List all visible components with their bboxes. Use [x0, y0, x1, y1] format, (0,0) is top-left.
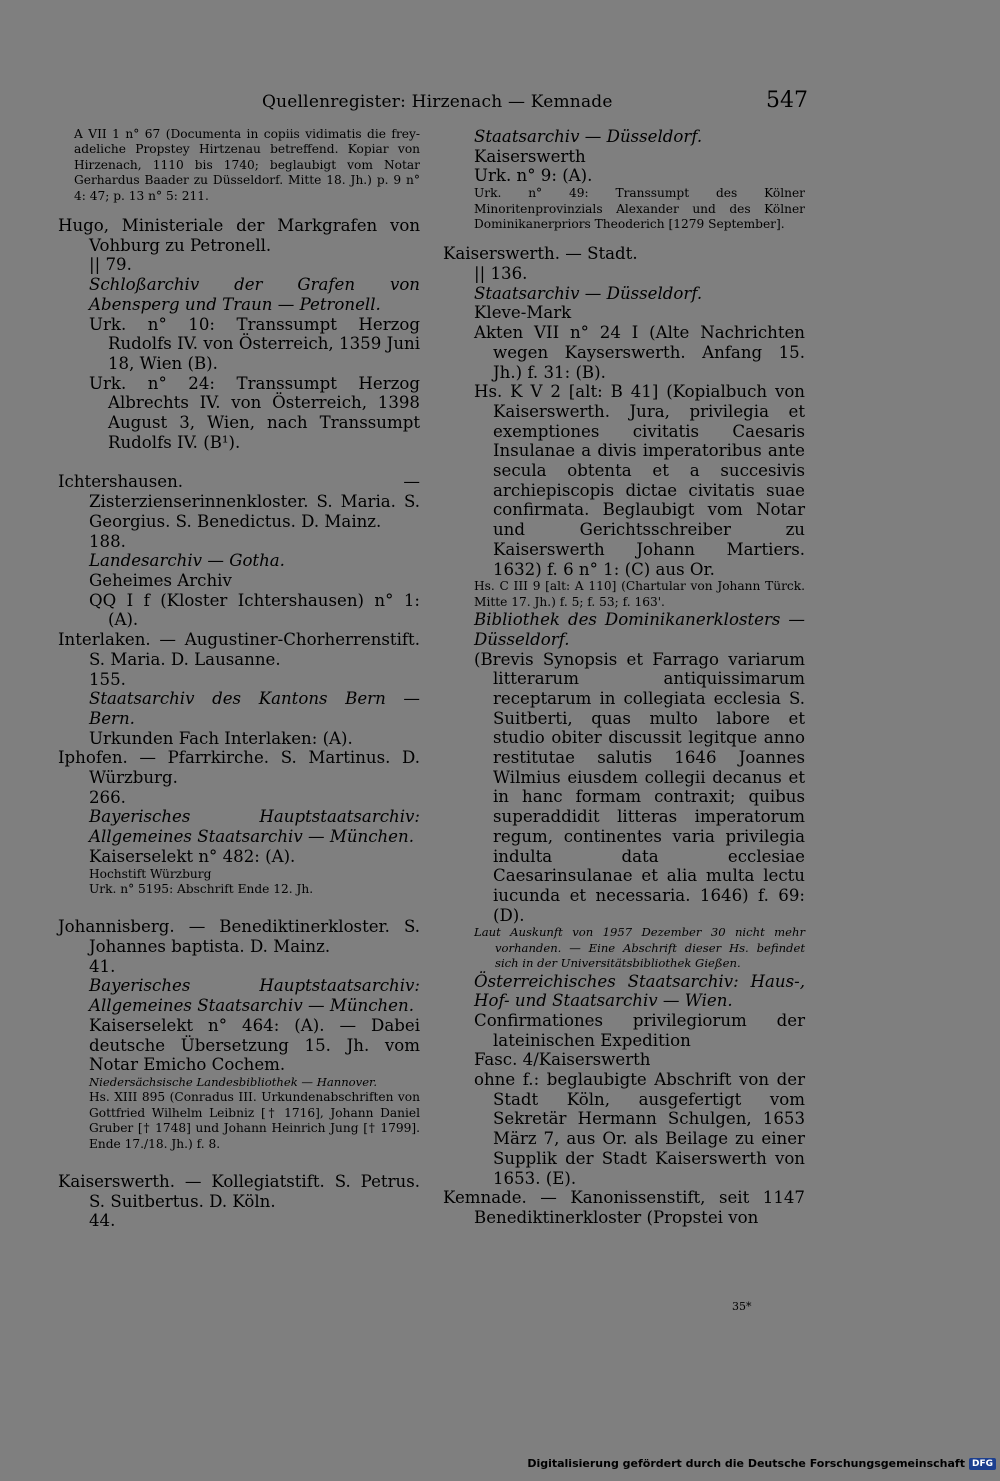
- entry-line: Bayerisches Hauptstaatsarchiv: Allgemeines Staatsarchiv — München.: [89, 807, 420, 847]
- entry-line: Schloßarchiv der Grafen von Abensperg und Traun — Petronell.: [89, 275, 420, 314]
- entry-line: Fasc. 4/Kaiserswerth: [474, 1050, 651, 1070]
- dfg-footer-text: Digitalisierung gefördert durch die Deutsche Forschungsgemeinschaft: [527, 1457, 965, 1470]
- entry-line: Bayerisches Hauptstaatsarchiv: Allgemeines Staatsarchiv — München.: [89, 976, 420, 1016]
- entry-line: Urk. n° 9: (A).: [474, 166, 593, 186]
- entry-line: QQ I f (Kloster Ichtershausen) n° 1: (A).: [89, 590, 420, 630]
- entry-heading: Hugo, Ministeriale der Markgrafen von Vohburg zu Petronell.: [58, 216, 420, 255]
- entry-line: Staatsarchiv — Düsseldorf.: [474, 283, 703, 303]
- entry-heading: Kaiserswerth. — Kollegiatstift. S. Petrus. S. Suitbertus. D. Köln.: [58, 1172, 420, 1211]
- spacer: [58, 204, 420, 216]
- entry-line: 155.: [89, 669, 126, 689]
- entry-line: Bibliothek des Dominikanerklosters — Düsseldorf.: [474, 610, 805, 649]
- dfg-footer: [527, 1457, 996, 1470]
- note-line: Hs. XIII 895 (Conradus III. Urkundenabschriften von Gottfried Wilhelm Leibniz [† 1716], Johann Daniel Gruber [† 1748] und Johann Heinrich Jung [† 1799]. Ende 17./18. Jh.) f. 8.: [89, 1090, 420, 1151]
- spacer: [58, 897, 420, 917]
- entry-line: Kaiserselekt n° 482: (A).: [89, 846, 296, 866]
- page-number: 547: [766, 88, 808, 113]
- note-line: Urk. n° 49: Transsumpt des Kölner Minoritenprovinzials Alexander und des Kölner Dominikanerpriors Theoderich [1279 September].: [474, 186, 805, 231]
- entry-line: 266.: [89, 787, 126, 807]
- entry-heading: Ichtershausen. — Zisterzienserinnenkloster. S. Maria. S. Georgius. S. Benedictus. D. Mainz.: [58, 472, 420, 531]
- entry-line: Geheimes Archiv: [89, 570, 232, 590]
- entry-line: Akten VII n° 24 I (Alte Nachrichten wegen Kayserswerth. Anfang 15. Jh.) f. 31: (B).: [474, 323, 805, 382]
- entry-line: 44.: [89, 1211, 116, 1231]
- note-line: Niedersächsische Landesbibliothek — Hannover.: [89, 1074, 378, 1089]
- entry-line: Staatsarchiv des Kantons Bern — Bern.: [89, 689, 420, 728]
- entry-heading: Iphofen. — Pfarrkirche. S. Martinus. D. Würzburg.: [58, 748, 420, 788]
- entry-line: 41.: [89, 956, 116, 976]
- entry-line: Staatsarchiv — Düsseldorf.: [474, 127, 703, 146]
- note-line: Urk. n° 5195: Abschrift Ende 12. Jh.: [89, 881, 314, 896]
- spacer: [58, 1152, 420, 1172]
- entry-line: Urk. n° 10: Transsumpt Herzog Rudolfs IV. von Österreich, 1359 Juni 18, Wien (B).: [89, 314, 420, 373]
- entry-line: 188.: [89, 531, 126, 551]
- running-title: Quellenregister: Hirzenach — Kemnade: [262, 92, 613, 112]
- entry-line: Confirmationes privilegiorum der lateinischen Expedition: [474, 1010, 805, 1050]
- left-column: [58, 127, 420, 1231]
- signature-mark: 35*: [732, 1300, 752, 1313]
- entry-line: Kaiserswerth: [474, 146, 586, 166]
- entry-line: Kaiserselekt n° 464: (A). — Dabei deutsche Übersetzung 15. Jh. vom Notar Emicho Cochem.: [89, 1015, 420, 1075]
- entry-heading: Johannisberg. — Benediktinerkloster. S. Johannes baptista. D. Mainz.: [58, 917, 420, 957]
- right-column: [443, 127, 805, 1228]
- spacer: [58, 452, 420, 472]
- entry-line: (Brevis Synopsis et Farrago variarum litterarum antiquissimarum receptarum in collegiata ecclesia S. Suitberti, quas multo labore et studio obiter discussit legitque anno restitutae salutis 1646 Joannes Wilmius eiusdem collegii decanus et in hanc formam contraxit; quibus superaddidit litteras imperatorum regum, continentes varia privilegia indulta data ecclesiae Caesarinsulanae et alia multa lectu iucunda et necessaria. 1646) f. 69: (D).: [474, 649, 805, 925]
- entry-line: Österreichisches Staatsarchiv: Haus-, Hof- und Staatsarchiv — Wien.: [474, 971, 805, 1011]
- note-line: Hs. C III 9 [alt: A 110] (Chartular von Johann Türck. Mitte 17. Jh.) f. 5; f. 53; f. 163'.: [474, 579, 805, 609]
- note-line: Hochstift Würzburg: [89, 866, 212, 881]
- entry-heading: Interlaken. — Augustiner-Chorherrenstift. S. Maria. D. Lausanne.: [58, 630, 420, 669]
- entry-line: Urk. n° 24: Transsumpt Herzog Albrechts IV. von Österreich, 1398 August 3, Wien, nach Transsumpt Rudolfs IV. (B¹).: [89, 373, 420, 452]
- entry-line: Hs. K V 2 [alt: B 41] (Kopialbuch von Kaiserswerth. Jura, privilegia et exemptiones civitatis Caesaris Insulanae a divis imperatoribus ante secula obtenta et a succesivis archiepiscopis dictae civitatis suae confirmata. Beglaubigt vom Notar und Gerichtsschreiber zu Kaiserswerth Johann Martiers. 1632) f. 6 n° 1: (C) aus Or.: [474, 382, 805, 579]
- dfg-logo: DFG: [969, 1458, 996, 1470]
- entry-line: || 136.: [474, 264, 528, 284]
- entry-heading: Kemnade. — Kanonissenstift, seit 1147 Benediktinerkloster (Propstei von: [443, 1188, 805, 1227]
- spacer: [443, 232, 805, 244]
- entry-line: || 79.: [89, 255, 132, 275]
- running-header: [0, 88, 1000, 122]
- entry-line: Kleve-Mark: [474, 303, 572, 323]
- note-line: Laut Auskunft von 1957 Dezember 30 nicht mehr vorhanden. — Eine Abschrift dieser Hs. befindet sich in der Universitätsbibliothek Gießen.: [474, 925, 805, 971]
- entry-line: ohne f.: beglaubigte Abschrift von der Stadt Köln, ausgefertigt vom Sekretär Hermann Schulgen, 1653 März 7, aus Or. als Beilage zu einer Supplik der Stadt Kaiserswerth von 1653. (E).: [474, 1070, 805, 1188]
- entry-line: Landesarchiv — Gotha.: [89, 551, 285, 571]
- note-line: A VII 1 n° 67 (Documenta in copiis vidimatis die frey-adeliche Propstey Hirtzenau betreffend. Kopiar von Hirzenach, 1110 bis 1740; beglaubigt vom Notar Gerhardus Baader zu Düsseldorf. Mitte 18. Jh.) p. 9 n° 4: 47; p. 13 n° 5: 211.: [74, 127, 420, 203]
- entry-heading: Kaiserswerth. — Stadt.: [443, 244, 638, 264]
- entry-line: Urkunden Fach Interlaken: (A).: [89, 728, 353, 748]
